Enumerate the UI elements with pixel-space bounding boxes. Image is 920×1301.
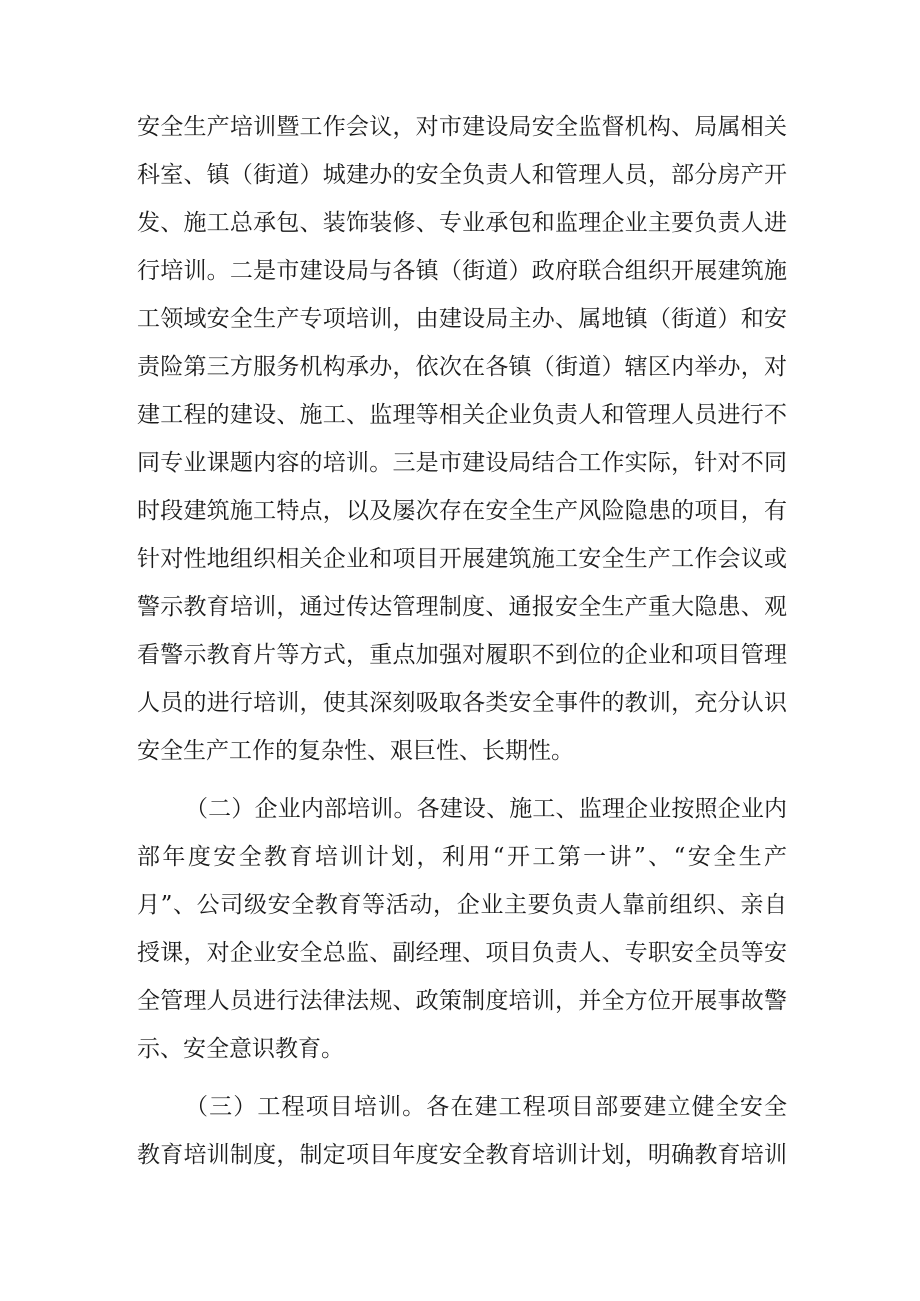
body-text-line: 部年度安全教育培训计划，利用“开工第一讲”、“安全生产 xyxy=(137,844,787,870)
body-text-line: 同专业课题内容的培训。三是市建设局结合工作实际，针对不同 xyxy=(137,450,787,476)
section-heading-line: （三）工程项目培训。各在建工程项目部要建立健全安全 xyxy=(185,1094,787,1120)
body-text-line: 授课，对企业安全总监、副经理、项目负责人、专职安全员等安 xyxy=(137,940,787,966)
body-text-line: 行培训。二是市建设局与各镇（街道）政府联合组织开展建筑施 xyxy=(137,258,787,284)
body-text-line: 发、施工总承包、装饰装修、专业承包和监理企业主要负责人进 xyxy=(137,210,787,236)
body-text-line: 建工程的建设、施工、监理等相关企业负责人和管理人员进行不 xyxy=(137,402,787,428)
body-text-line: 看警示教育片等方式，重点加强对履职不到位的企业和项目管理 xyxy=(137,642,787,668)
body-text-line: 月”、公司级安全教育等活动，企业主要负责人靠前组织、亲自 xyxy=(137,892,787,918)
body-text-line: 教育培训制度，制定项目年度安全教育培训计划，明确教育培训 xyxy=(137,1142,787,1168)
body-text-line: 针对性地组织相关企业和项目开展建筑施工安全生产工作会议或 xyxy=(137,546,787,572)
body-text-line: 安全生产培训暨工作会议，对市建设局安全监督机构、局属相关 xyxy=(137,114,787,140)
body-text-line: 时段建筑施工特点，以及屡次存在安全生产风险隐患的项目，有 xyxy=(137,498,787,524)
body-text-line: 示、安全意识教育。 xyxy=(137,1036,344,1062)
body-text-line: 人员的进行培训，使其深刻吸取各类安全事件的教训，充分认识 xyxy=(137,690,787,716)
body-text-line: 责险第三方服务机构承办，依次在各镇（街道）辖区内举办，对 xyxy=(137,354,787,380)
body-text-line: 工领域安全生产专项培训，由建设局主办、属地镇（街道）和安 xyxy=(137,306,787,332)
body-text-line: 警示教育培训，通过传达管理制度、通报安全生产重大隐患、观 xyxy=(137,594,787,620)
body-text-line: 安全生产工作的复杂性、艰巨性、长期性。 xyxy=(137,738,574,764)
section-heading-line: （二）企业内部培训。各建设、施工、监理企业按照企业内 xyxy=(185,796,787,822)
body-text-line: 科室、镇（街道）城建办的安全负责人和管理人员，部分房产开 xyxy=(137,162,787,188)
body-text-line: 全管理人员进行法律法规、政策制度培训，并全方位开展事故警 xyxy=(137,988,787,1014)
